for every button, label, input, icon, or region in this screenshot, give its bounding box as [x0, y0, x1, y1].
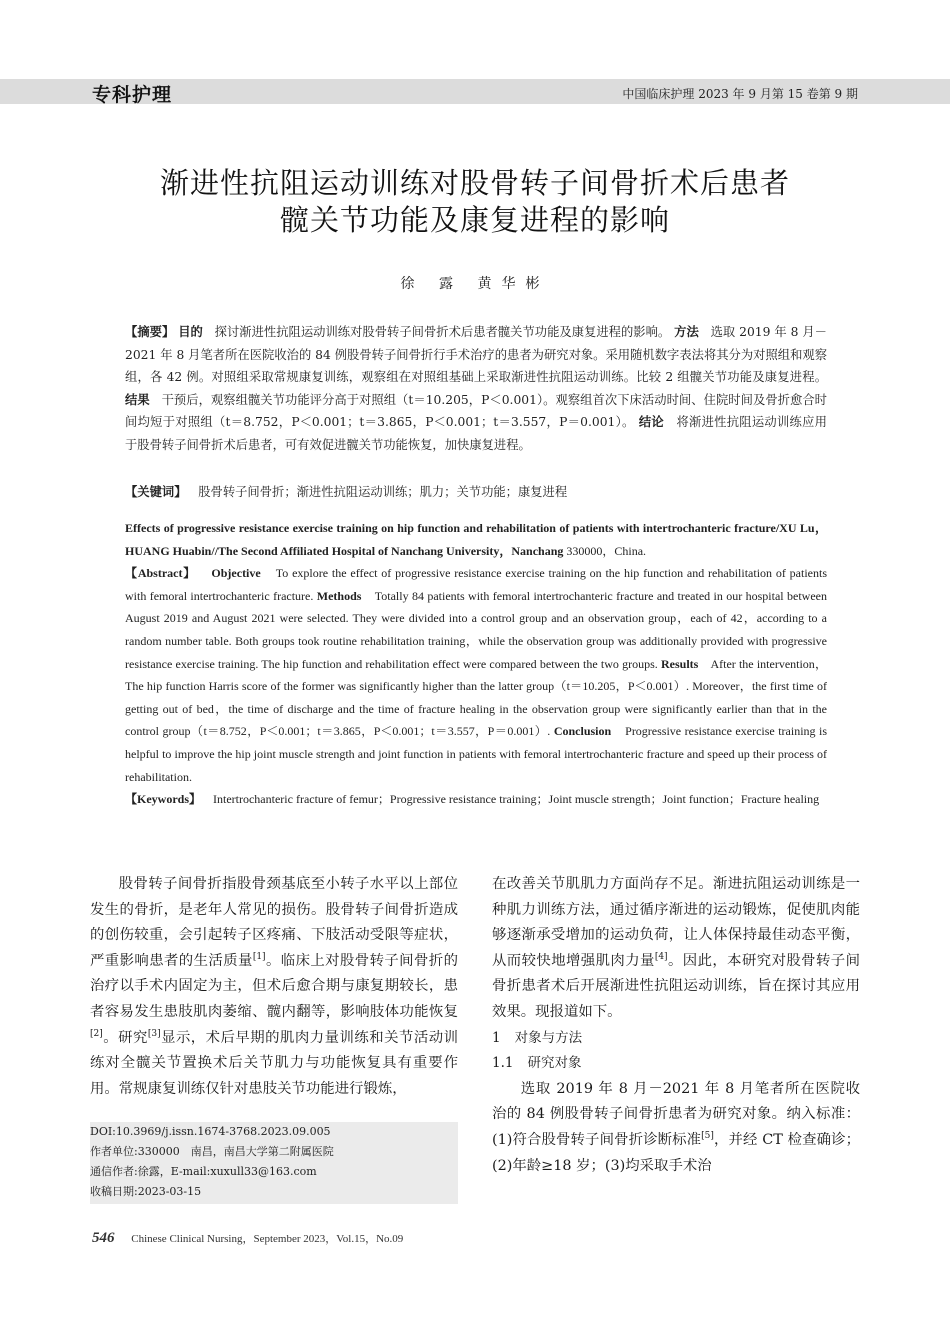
en-results: After the intervention，The hip function Harris score of the former was significantly higher than the latter group（t＝10.205，P＜0.001）. Moreover，the first time of getting out of bed，the time of discharge and the time of fracture healing in the observation group were significantly earlier than that in the control group（t＝8.752，P＜0.001；t＝3.865，P＜0.001；t＝3.557，P＝0.001）.	[125, 656, 828, 739]
en-methods-label: Methods	[316, 588, 362, 603]
results-text: 干预后，观察组髋关节功能评分高于对照组（t＝10.205，P＜0.001）。观察组首次下床活动时间、住院时间及骨折愈合时间均短于对照组（t＝8.752，P＜0.001；t＝3.865，P＜0.001；t＝3.557，P＝0.001）。	[125, 392, 827, 430]
abstract-cn	[125, 321, 827, 457]
title-line-2: 髋关节功能及康复进程的影响	[279, 203, 670, 237]
methods-label: 方法	[674, 325, 699, 339]
en-keywords-label: 【Keywords】	[125, 792, 201, 807]
objective-text: 探讨渐进性抗阻运动训练对股骨转子间骨折术后患者髋关节功能及康复进程的影响。	[214, 325, 671, 339]
author-unit: 作者单位:330000 南昌，南昌大学第二附属医院	[90, 1145, 334, 1158]
received-date: 收稿日期:2023-03-15	[90, 1185, 202, 1198]
en-title: Effects of progressive resistance exercise training on hip function and rehabilitation of patients with intertrochanteric fracture/XU Lu，HUANG Huabin//The Second Affiliated Hospital of Nanchang University，Nanchang	[125, 521, 827, 558]
en-objective-label: Objective	[211, 566, 261, 581]
objective-label: 目的	[178, 325, 203, 339]
footer-journal: Chinese Clinical Nursing，September 2023，Vol.15，No.09	[131, 1233, 404, 1245]
ref-1[interactable]: [1]	[252, 951, 266, 962]
section-heading-1: 1 对象与方法	[492, 1029, 583, 1046]
conclusion-label: 结论	[638, 415, 664, 430]
en-conclusion-label: Conclusion	[553, 724, 612, 739]
en-keywords: Intertrochanteric fracture of femur；Progressive resistance training；Joint muscle strength；Joint function；Fracture healing	[213, 792, 820, 807]
keywords-cn	[125, 481, 827, 503]
page-number: 546	[92, 1230, 115, 1246]
methods-text: 选取 2019 年 8 月－2021 年 8 月笔者所在医院收治的 84 例股骨转子间骨折行手术治疗的患者为研究对象。采用随机数字表法将其分为对照组和观察组，各 42 例。对照组采取常规康复训练，观察组在对照组基础上采取渐进性抗阻运动训练。比较 2 组髋关节功能及康复进程。	[125, 325, 827, 385]
journal-info: 中国临床护理 2023 年 9 月第 15 卷第 9 期	[622, 87, 858, 101]
article-title	[60, 165, 890, 239]
ref-5[interactable]: [5]	[701, 1131, 714, 1142]
en-conclusion: Progressive resistance exercise training is helpful to improve the hip joint muscle strength and joint function in patients with femoral intertrochanteric fracture and speed up their process of rehabilitation.	[125, 724, 828, 784]
footnote-box	[90, 1122, 458, 1204]
abstract-label: 【摘要】	[125, 325, 175, 339]
keywords-text: 股骨转子间骨折；渐进性抗阻运动训练；肌力；关节功能；康复进程	[198, 485, 568, 499]
doi: DOI:10.3969/j.issn.1674-3768.2023.09.005	[90, 1125, 331, 1138]
results-label: 结果	[125, 392, 150, 407]
page-footer	[92, 1230, 403, 1247]
body-column-right	[492, 872, 860, 1179]
conclusion-text: 将渐进性抗阻运动训练应用于股骨转子间骨折术后患者，可有效促进髋关节功能恢复，加快康复进程。	[125, 415, 827, 452]
en-methods: Totally 84 patients with femoral intertrochanteric fracture and treated in our hospital between August 2019 and August 2021 were selected. They were divided into a control group and an observation group，each of 42，according to a random number table. Both groups took routine rehabilitation training，while the observation group was additionally provided with progressive resistance exercise training. The hip function and rehabilitation effect were compared between the two groups.	[125, 588, 827, 671]
ref-3[interactable]: [3]	[147, 1028, 161, 1039]
en-results-label: Results	[660, 656, 699, 671]
abstract-en	[125, 517, 827, 811]
en-objective: To explore the effect of progressive resistance exercise training on the hip function and rehabilitation of patients with femoral intertrochanteric fracture.	[125, 566, 828, 603]
title-line-1: 渐进性抗阻运动训练对股骨转子间骨折术后患者	[159, 166, 790, 200]
en-postcode: 330000，China.	[563, 543, 647, 558]
body-paragraph: 在改善关节肌肌力方面尚存不足。渐进抗阻运动训练是一种肌力训练方法，通过循序渐进的运动锻炼，促使肌肉能够逐渐承受增加的运动负荷，让人体保持最佳动态平衡，从而较快地增强肌肉力量[4]。因此，本研究对股骨转子间骨折患者术后开展渐进性抗阻运动训练，旨在探讨其应用效果。现报道如下。	[492, 876, 860, 1020]
section-tag: 专科护理	[92, 84, 173, 106]
keywords-label: 【关键词】	[125, 485, 187, 499]
ref-4[interactable]: [4]	[654, 951, 668, 962]
authors: 徐 露 黄华彬	[400, 276, 550, 292]
section-heading-1-1: 1.1 研究对象	[492, 1055, 582, 1072]
body-paragraph: 选取 2019 年 8 月－2021 年 8 月笔者所在医院收治的 84 例股骨转子间骨折患者为研究对象。纳入标准：(1)符合股骨转子间骨折诊断标准[5]，并经 CT 检查确诊；(2)年龄≥18 岁；(3)均采取手术治	[492, 1080, 860, 1174]
en-abstract-label: 【Abstract】	[125, 566, 197, 581]
body-paragraph: 股骨转子间骨折指股骨颈基底至小转子水平以上部位发生的骨折，是老年人常见的损伤。股骨转子间骨折造成的创伤较重，会引起转子区疼痛、下肢活动受限等症状，严重影响患者的生活质量[1]。临床上对股骨转子间骨折的治疗以手术内固定为主，但术后愈合期与康复期较长，患者容易发生患肢肌肉萎缩、髋内翻等，影响肢体功能恢复[2]。研究[3]显示，术后早期的肌肉力量训练和关节活动训练对全髋关节置换术后关节肌力与功能恢复具有重要作用。常规康复训练仅针对患肢关节功能进行锻炼，	[90, 876, 458, 1097]
body-column-left	[90, 872, 458, 1102]
corresponding-author: 通信作者:徐露，E-mail:xuxull33@163.com	[90, 1165, 317, 1178]
ref-2[interactable]: [2]	[90, 1028, 103, 1039]
